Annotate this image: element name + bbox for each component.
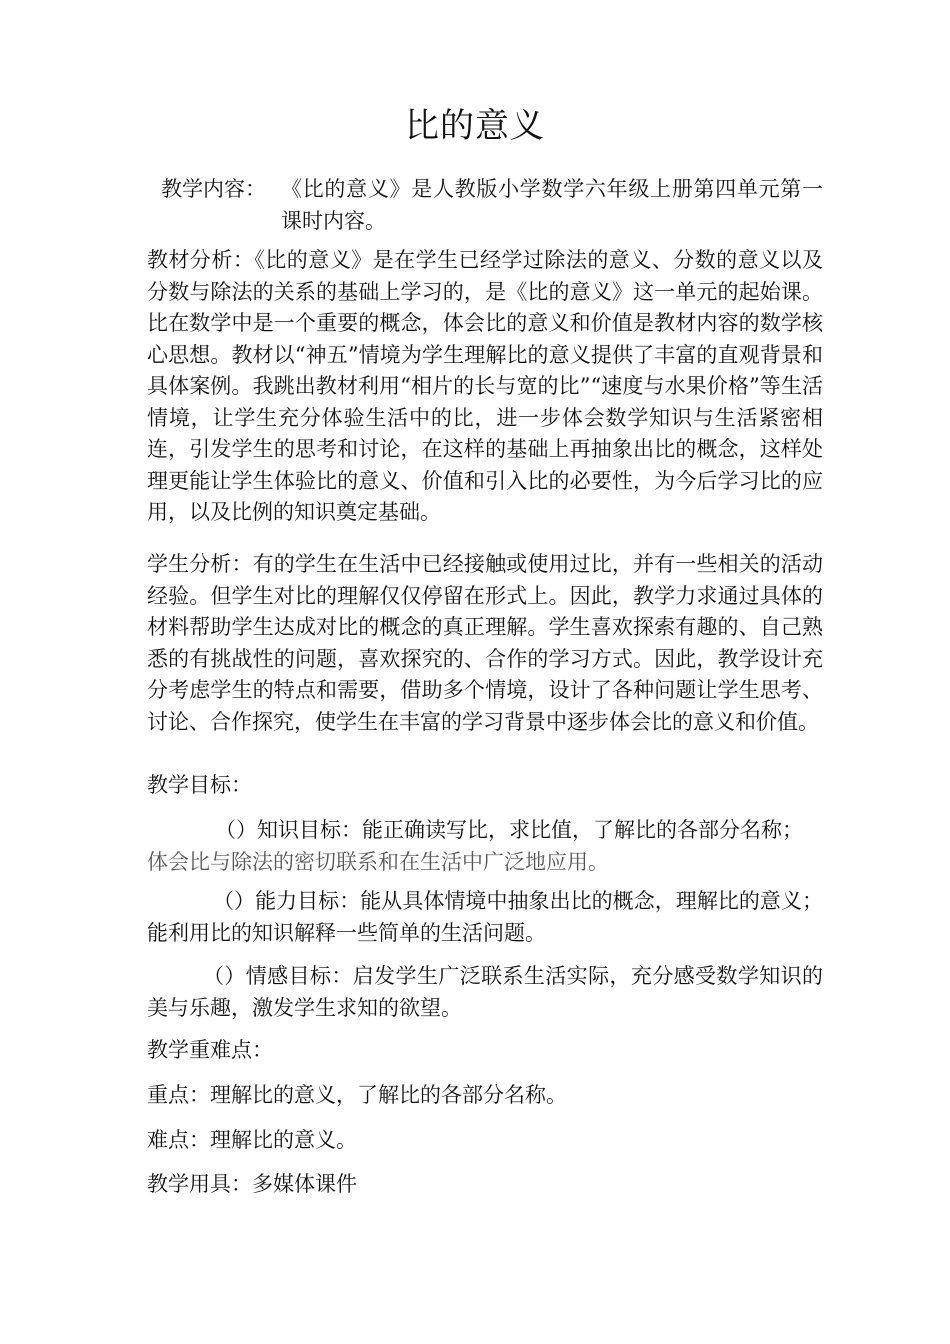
- difficult-point: 难点：理解比的意义。: [147, 1128, 357, 1152]
- goal-knowledge-line1: （）知识目标：能正确读写比，求比值，了解比的各部分名称；: [215, 818, 803, 842]
- teaching-content: [147, 174, 823, 237]
- student-analysis: 学生分析：有的学生在生活中已经接触或使用过比，并有一些相关的活动经验。但学生对比的理解仅仅停留在形式上。因此，教学力求通过具体的材料帮助学生达成对比的概念的真正理解。学生喜欢探索有趣的、自己熟悉的有挑战性的问题，喜欢探究的、合作的学习方式。因此，教学设计充分考虑学生的特点和需要，借助多个情境，设计了各种问题让学生思考、讨论、合作探究，使学生在丰富的学习背景中逐步体会比的意义和价值。: [147, 552, 823, 734]
- goal-ability: （）能力目标：能从具体情境中抽象出比的概念，理解比的意义；能利用比的知识解释一些简单的生活问题。: [147, 889, 823, 945]
- goal-emotion: （）情感目标：启发学生广泛联系生活实际，充分感受数学知识的美与乐趣，激发学生求知的欲望。: [147, 964, 823, 1020]
- goal-knowledge: [147, 815, 837, 878]
- teaching-tools: 教学用具：多媒体课件: [147, 1172, 357, 1196]
- key-point: 重点：理解比的意义，了解比的各部分名称。: [147, 1083, 567, 1107]
- page-title: 比的意义: [405, 106, 545, 146]
- goal-knowledge-line2: 体会比与除法的密切联系和在生活中广泛地应用。: [147, 849, 609, 874]
- teaching-content-label: 教学内容：: [161, 177, 266, 201]
- textbook-analysis: 教材分析：《比的意义》是在学生已经学过除法的意义、分数的意义以及分数与除法的关系的基础上学习的，是《比的意义》这一单元的起始课。比在数学中是一个重要的概念，体会比的意义和价值是教材内容的数学核心思想。教材以“神五”情境为学生理解比的意义提供了丰富的直观背景和具体案例。我跳出教材利用“相片的长与宽的比”“速度与水果价格”等生活情境，让学生充分体验生活中的比，进一步体会数学知识与生活紧密相连，引发学生的思考和讨论，在这样的基础上再抽象出比的概念，这样处理更能让学生体验比的意义、价值和引入比的必要性，为今后学习比的应用，以及比例的知识奠定基础。: [147, 248, 823, 524]
- teaching-content-text: 《比的意义》是人教版小学数学六年级上册第四单元第一课时内容。: [281, 177, 823, 233]
- goals-heading: 教学目标：: [147, 773, 252, 797]
- key-heading: 教学重难点：: [147, 1038, 273, 1062]
